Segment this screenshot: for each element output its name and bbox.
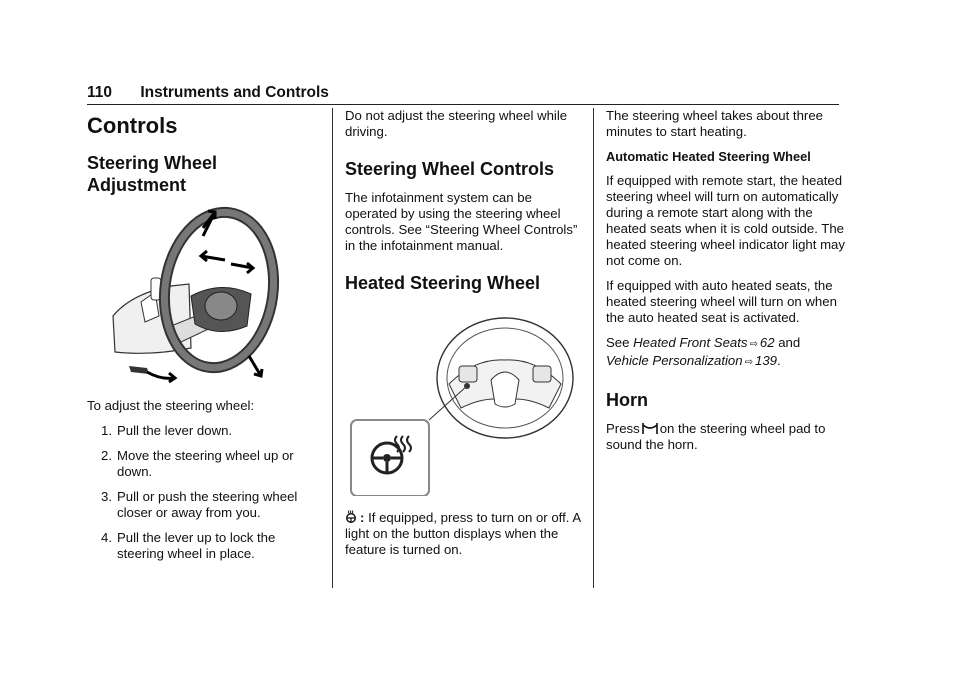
see-also-references: See Heated Front Seats ⇨ 62 and Vehicle Personalization ⇨ 139. bbox=[606, 335, 846, 371]
column-divider bbox=[332, 108, 333, 588]
link-vehicle-personalization[interactable]: Vehicle Personalization bbox=[606, 353, 743, 368]
list-item: 3. Pull or push the steering wheel closer or away from you. bbox=[101, 489, 298, 520]
auto-heated-seats-paragraph: If equipped with auto heated seats, the heated steering wheel will turn on when the auto heated seat is activated. bbox=[606, 278, 837, 325]
remote-start-paragraph: If equipped with remote start, the heated steering wheel will turn on automatically during a remote start along with the heated seats when it is cold outside. The heated steering wheel indicator light may not come on. bbox=[606, 173, 845, 268]
heading-horn: Horn bbox=[606, 390, 648, 410]
horn-icon bbox=[642, 422, 658, 435]
section-title: Instruments and Controls bbox=[140, 84, 329, 101]
page-number: 110 bbox=[87, 84, 113, 101]
page-ref-arrow-icon: ⇨ bbox=[744, 357, 753, 368]
list-item: 2. Move the steering wheel up or down. bbox=[101, 448, 294, 479]
intro-text: To adjust the steering wheel: bbox=[87, 398, 255, 413]
page-header bbox=[87, 84, 839, 105]
section-heading: Controls bbox=[87, 113, 178, 138]
heated-steering-wheel-illustration bbox=[345, 304, 577, 496]
auto-heated-heading: Automatic Heated Steering Wheel bbox=[606, 149, 811, 164]
driving-warning: Do not adjust the steering wheel while driving. bbox=[345, 108, 568, 139]
column-2 bbox=[345, 108, 585, 567]
adjust-steps-list bbox=[87, 423, 319, 562]
heated-button-description: : If equipped, press to turn on or off. A light on the button displays when the feature is turned on. bbox=[345, 510, 581, 557]
heated-wheel-icon bbox=[345, 510, 357, 523]
controls-paragraph: The infotainment system can be operated by using the steering wheel controls. See “Steering Wheel Controls” in the infotainment manual. bbox=[345, 190, 578, 253]
horn-paragraph: Press on the steering wheel pad to sound the horn. bbox=[606, 421, 826, 452]
heading-heated-steering-wheel: Heated Steering Wheel bbox=[345, 273, 541, 293]
heated-wheel-figure bbox=[345, 304, 577, 496]
column-3 bbox=[606, 108, 846, 462]
page-ref-139[interactable]: 139 bbox=[755, 353, 778, 368]
heading-steering-wheel-controls: Steering Wheel Controls bbox=[345, 159, 555, 179]
column-divider bbox=[593, 108, 594, 588]
link-heated-front-seats[interactable]: Heated Front Seats bbox=[633, 335, 748, 350]
steering-adjustment-figure bbox=[111, 206, 287, 388]
page-ref-62[interactable]: 62 bbox=[759, 335, 775, 350]
page-ref-arrow-icon: ⇨ bbox=[749, 339, 758, 350]
steering-wheel-illustration bbox=[111, 206, 287, 388]
column-1 bbox=[87, 108, 319, 571]
list-item: 4. Pull the lever up to lock the steering wheel in place. bbox=[101, 530, 276, 561]
heating-time-text: The steering wheel takes about three minutes to start heating. bbox=[606, 108, 823, 139]
list-item: 1. Pull the lever down. bbox=[101, 423, 233, 438]
subheading-steering-adjustment: Steering Wheel Adjustment bbox=[87, 153, 218, 195]
